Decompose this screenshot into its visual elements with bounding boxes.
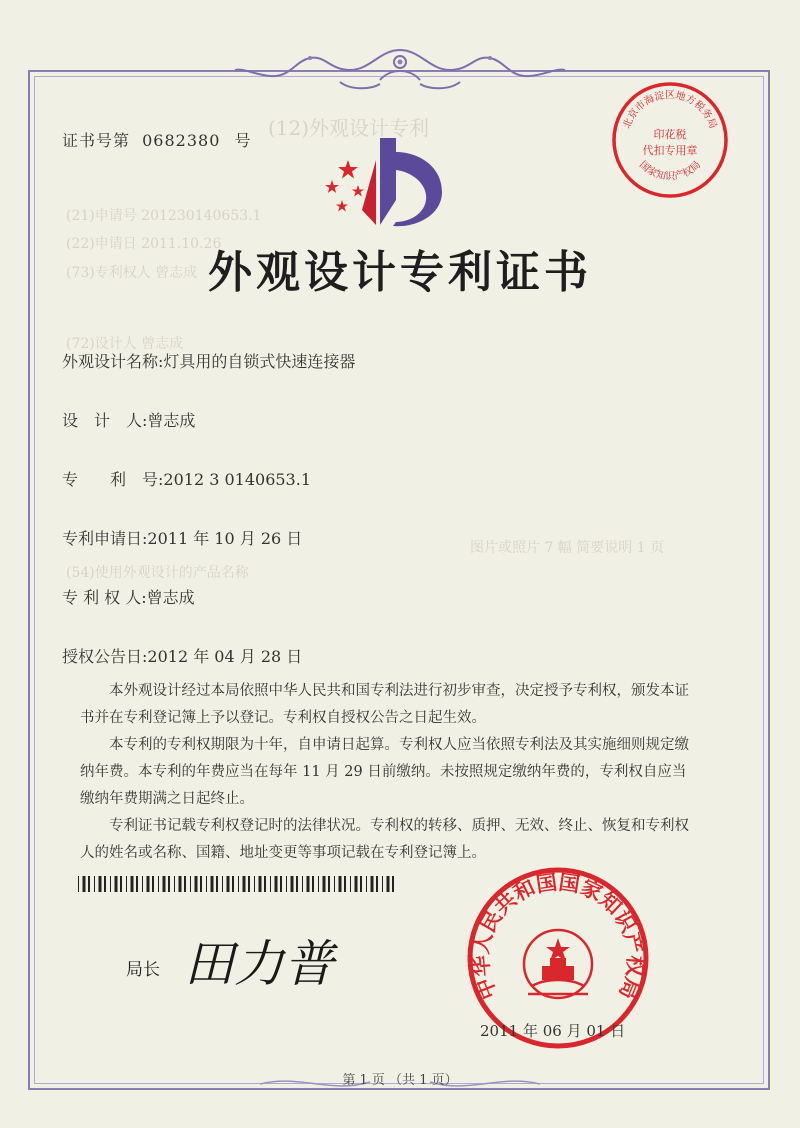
barcode-bar xyxy=(307,876,310,892)
field-label: 专利申请日: xyxy=(62,529,148,548)
barcode-bar xyxy=(136,876,138,892)
barcode-bar xyxy=(302,876,303,892)
paragraph-term-fees: 本专利的专利权期限为十年，自申请日起算。专利权人应当依照专利法及其实施细则规定缴纳年费。本专利的年费应当在每年 11 月 29 日前缴纳。未按照规定缴纳年费的，专利权自应当缴纳年费期满之日起终止。 xyxy=(80,737,689,807)
barcode-bar xyxy=(184,876,186,892)
field-label: 设 计 人: xyxy=(62,411,148,430)
cnipa-logo-icon xyxy=(318,130,448,230)
barcode-bar xyxy=(195,876,198,892)
paragraph-grant-statement: 本外观设计经过本局依照中华人民共和国专利法进行初步审查，决定授予专利权，颁发本证书并在专利登记簿上予以登记。专利权自授权公告之日起生效。 xyxy=(80,683,689,726)
tax-stamp-center-2: 代扣专用章 xyxy=(642,144,698,157)
signer-label: 局长 xyxy=(126,960,160,980)
barcode-bar xyxy=(371,876,374,892)
barcode-bar xyxy=(286,876,287,892)
barcode-bar xyxy=(387,876,390,892)
field-patent-number xyxy=(62,467,311,490)
signature-icon xyxy=(176,925,366,1005)
barcode-bar xyxy=(259,876,262,892)
barcode-bar xyxy=(291,876,294,892)
field-value: 曾志成 xyxy=(147,411,196,430)
barcode-bar xyxy=(206,876,207,892)
barcode-bar xyxy=(158,876,159,892)
field-label: 专 利 权 人: xyxy=(62,588,147,607)
barcode-bar xyxy=(174,876,175,892)
barcode-bar xyxy=(168,876,170,892)
field-label: 授权公告日: xyxy=(62,647,148,666)
barcode-bar xyxy=(366,876,367,892)
field-application-date xyxy=(62,526,302,549)
signature-text: 田力普 xyxy=(184,935,334,993)
barcode-bar xyxy=(355,876,358,892)
barcode-bar xyxy=(83,876,86,892)
barcode-bar xyxy=(232,876,234,892)
barcode-bar xyxy=(312,876,314,892)
field-label: 外观设计名称: xyxy=(62,352,164,371)
field-patentee xyxy=(62,585,195,608)
barcode-bar xyxy=(248,876,250,892)
barcode-bar xyxy=(344,876,346,892)
barcode-bar xyxy=(334,876,335,892)
barcode-bar xyxy=(350,876,351,892)
field-value: 2011 年 10 月 26 日 xyxy=(147,529,303,548)
barcode-bar xyxy=(120,876,122,892)
ornament-top-icon xyxy=(230,40,570,100)
barcode-bar xyxy=(264,876,266,892)
certificate-number-suffix: 号 xyxy=(234,131,252,150)
barcode-bar xyxy=(392,876,394,892)
page-title: 外观设计专利证书 xyxy=(208,247,592,298)
field-value: 灯具用的自锁式快速连接器 xyxy=(163,352,356,371)
barcode-bar xyxy=(99,876,102,892)
tax-stamp-bottom-text: 国家知识产权局 xyxy=(636,159,704,183)
tax-stamp-center-1: 印花税 xyxy=(653,128,687,141)
barcode-bar xyxy=(152,876,154,892)
barcode-bar xyxy=(200,876,202,892)
barcode-bar xyxy=(243,876,246,892)
barcode-bar xyxy=(296,876,298,892)
barcode-bar xyxy=(190,876,191,892)
barcode-bar xyxy=(88,876,90,892)
barcode-bar xyxy=(254,876,255,892)
barcode-bar xyxy=(216,876,218,892)
barcode-bar xyxy=(211,876,214,892)
barcode-bar xyxy=(222,876,223,892)
barcode-bar xyxy=(238,876,239,892)
barcode-bar xyxy=(104,876,106,892)
barcode-bar xyxy=(275,876,278,892)
barcode-bar xyxy=(270,876,271,892)
certificate-number xyxy=(62,128,251,151)
barcode-bar xyxy=(147,876,150,892)
field-grant-date xyxy=(62,644,302,667)
barcode-bar xyxy=(115,876,118,892)
barcode-bar xyxy=(179,876,182,892)
signature-date: 2011 年 06 月 01 日 xyxy=(480,1022,626,1040)
barcode-icon xyxy=(78,876,396,892)
field-label: 专 利 号: xyxy=(62,470,164,489)
barcode-bar xyxy=(323,876,326,892)
tax-stamp-icon xyxy=(608,78,732,202)
barcode-bar xyxy=(376,876,378,892)
barcode-bar xyxy=(142,876,143,892)
field-value: 2012 年 04 月 28 日 xyxy=(147,647,303,666)
barcode-bar xyxy=(131,876,134,892)
certificate-number-label: 证书号第 xyxy=(62,131,131,150)
barcode-bar xyxy=(339,876,342,892)
barcode-bar xyxy=(110,876,111,892)
tax-stamp-arc-text: 北京市海淀区地方税务局 xyxy=(621,90,719,131)
barcode-bar xyxy=(78,876,79,892)
field-design-name xyxy=(62,349,355,372)
certificate-number-value: 0682380 xyxy=(142,131,221,150)
field-value: 曾志成 xyxy=(146,588,195,607)
field-value: 2012 3 0140653.1 xyxy=(163,470,311,489)
barcode-bar xyxy=(328,876,330,892)
barcode-bar xyxy=(227,876,230,892)
field-designer xyxy=(62,408,195,431)
barcode-bar xyxy=(126,876,127,892)
paragraph-legal-status: 专利证书记载专利权登记时的法律状况。专利权的转移、质押、无效、终止、恢复和专利权人的姓名或名称、国籍、地址变更等事项记载在专利登记簿上。 xyxy=(80,818,689,861)
barcode-bar xyxy=(163,876,166,892)
barcode-bar xyxy=(382,876,383,892)
barcode-bar xyxy=(360,876,362,892)
barcode-bar xyxy=(94,876,95,892)
seal-text: 中华人民共和国国家知识产权局 xyxy=(467,869,649,1004)
barcode-bar xyxy=(318,876,319,892)
barcode-bar xyxy=(280,876,282,892)
page-number: 第 1 页 （共 1 页） xyxy=(342,1073,458,1088)
